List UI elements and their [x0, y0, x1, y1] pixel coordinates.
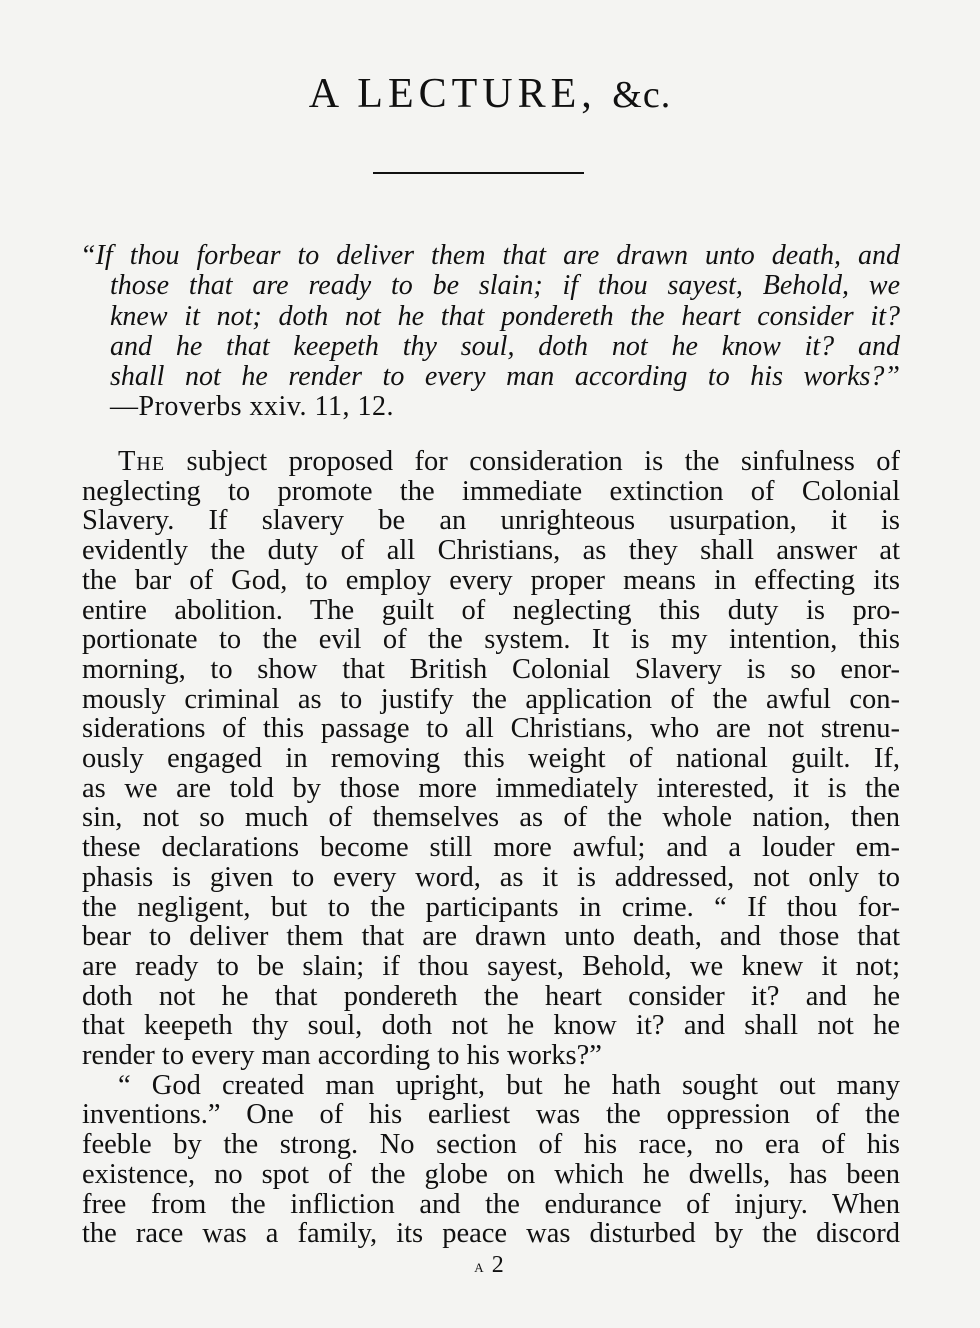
epigraph-line: and he that keepeth thy soul, doth not he know it? and: [110, 330, 900, 362]
paragraph-line: sin, not so much of themselves as of the whole nation, then: [82, 802, 900, 834]
title-text: A LECTURE,: [308, 71, 597, 117]
paragraph-line: feeble by the strong. No section of his race, no era of his: [82, 1129, 900, 1161]
page-number: 2: [491, 1252, 506, 1278]
paragraph-line: neglecting to promote the immediate extinction of Colonial: [82, 475, 900, 507]
paragraph-line: are ready to be slain; if thou sayest, Behold, we knew it not;: [82, 950, 900, 982]
paragraph-line: the race was a family, its peace was disturbed by the discord: [82, 1218, 900, 1250]
epigraph-line: those that are ready to be slain; if thou sayest, Behold, we: [110, 270, 900, 302]
epigraph-citation: —Proverbs xxiv. 11, 12.: [110, 391, 394, 423]
epigraph-line: “If thou forbear to deliver them that are drawn unto death, and: [80, 240, 900, 271]
paragraph-line: free from the infliction and the endurance of injury. When: [82, 1188, 900, 1220]
page-footer: [0, 1252, 980, 1279]
epigraph: [80, 241, 900, 423]
paragraph-line: portionate to the evil of the system. It is my intention, this: [82, 624, 900, 656]
title-suffix: &c.: [612, 74, 672, 116]
paragraph-line: ously engaged in removing this weight of national guilt. If,: [82, 743, 900, 775]
paragraph-line: siderations of this passage to all Christians, who are not strenu-: [82, 713, 900, 745]
paragraph-line: bear to deliver them that are drawn unto death, and those that: [82, 921, 900, 953]
paragraph-line: these declarations become still more awful; and a louder em-: [82, 832, 900, 864]
paragraph-line: “ God created man upright, but he hath sought out many: [118, 1069, 900, 1101]
epigraph-line: shall not he render to every man according to his works?”: [110, 361, 900, 393]
paragraph-line: as we are told by those more immediately interested, it is the: [82, 772, 900, 804]
epigraph-line: knew it not; doth not he that pondereth the heart consider it?: [110, 300, 900, 332]
paragraph-line: render to every man according to his works?”: [82, 1040, 602, 1072]
paragraph-line: phasis is given to every word, as it is addressed, not only to: [82, 861, 900, 893]
paragraph-first-line: [82, 447, 900, 477]
paragraph-line: existence, no spot of the globe on which he dwells, has been: [82, 1158, 900, 1190]
paragraph-line: mously criminal as to justify the application of the awful con-: [82, 683, 900, 715]
paragraph-line: entire abolition. The guilt of neglecting this duty is pro-: [82, 594, 900, 626]
title-divider: [373, 172, 584, 174]
paragraph-line: the bar of God, to employ every proper means in effecting its: [82, 564, 900, 596]
page-title: [0, 70, 980, 118]
paragraph-line: inventions.” One of his earliest was the oppression of the: [82, 1099, 900, 1131]
paragraph-line: morning, to show that British Colonial Slavery is so enor-: [82, 653, 900, 685]
paragraph-line: that keepeth thy soul, doth not he know it? and shall not he: [82, 1010, 900, 1042]
body-text: [82, 447, 900, 1249]
signature-mark: a: [474, 1256, 486, 1276]
paragraph-line-rest: subject proposed for consideration is the sinfulness of: [186, 446, 900, 477]
paragraph-line: doth not he that pondereth the heart consider it? and he: [82, 980, 900, 1012]
paragraph-line: the negligent, but to the participants in crime. “ If thou for-: [82, 891, 900, 923]
paragraph-lead-word: The: [118, 446, 166, 477]
paragraph-line: evidently the duty of all Christians, as they shall answer at: [82, 535, 900, 567]
paragraph-line: Slavery. If slavery be an unrighteous usurpation, it is: [82, 505, 900, 537]
